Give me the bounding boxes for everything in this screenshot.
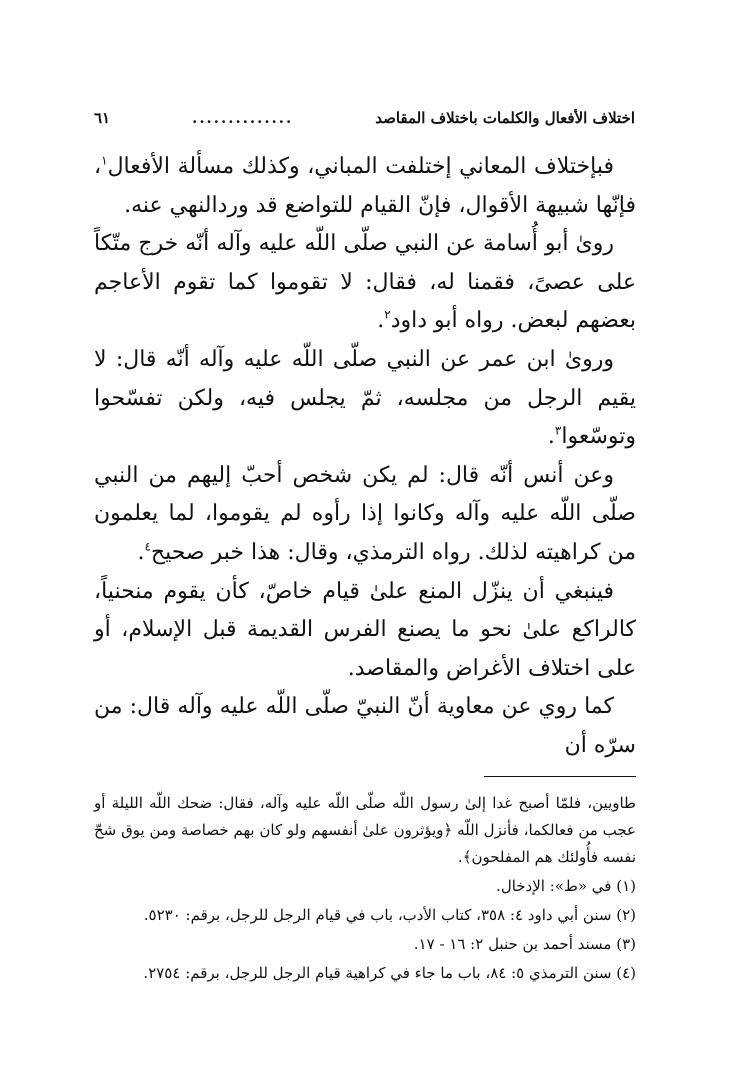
footnote-separator: [484, 776, 636, 777]
paragraph-text: روىٰ أبو أُسامة عن النبي صلّى اللّه عليه وآله أنّه خرج متّكاً على عصىً، فقمنا له، فقال: لا تقوموا كما تقوم الأعاجم بعضهم لبعض. رواه أبو داود: [94, 231, 636, 334]
footnote-3: (٣) مسند أحمد بن حنبل ٢: ١٦ - ١٧.: [413, 935, 636, 953]
paragraph-text: ورویٰ ابن عمر عن النبي صلّى اللّه عليه وآله أنّه قال: لا يقيم الرجل من مجلسه، ثمّ يجلس فيه، ولكن تفسّحوا وتوسّعوا: [94, 346, 636, 450]
header-leader-dots: ..............: [192, 109, 294, 127]
paragraph-text: فبإختلاف المعاني إختلفت المباني، وكذلك مسألة الأفعال: [107, 154, 614, 179]
footnote-continuation: طاويين، فلمّا أصبح غدا إلىٰ رسول اللّه صلّى اللّه عليه وآله، فقال: ضحك اللّه الليلة أو عجب من فعالكما، فأنزل اللّه ﴿ويؤثرون علىٰ أنفسهم ولو كان بهم خصاصة ومن يوق شحّ نفسه فأُولئك هم المفلحون﴾.: [94, 794, 636, 866]
footnote-ref-1: ١: [101, 153, 108, 168]
paragraph-4: [94, 457, 636, 573]
paragraph-1: [94, 148, 636, 225]
paragraph-3: [94, 341, 636, 457]
footnote-ref-3: ٣: [554, 423, 562, 438]
running-header: [94, 98, 635, 128]
paragraph-text: وعن أنس أنّه قال: لم يكن شخص أحبّ إليهم من النبي صلّى اللّه عليه وآله وكانوا إذا رأوه لم يقوموا، لما يعلمون من كراهيته لذلك. رواه الترمذي، وقال: هذا خبر صحيح: [94, 462, 636, 565]
paragraph-punct: .: [377, 308, 385, 334]
paragraph-text: ، فإنّها شبيهة الأقوال، فإنّ القيام للتواضع قد وردالنهي عنه.: [94, 154, 636, 218]
footnote-4: (٤) سنن الترمذي ٥: ٨٤، باب ما جاء في كراهية قيام الرجل للرجل، برقم: ٢٧٥٤.: [143, 964, 636, 982]
main-text: [94, 148, 636, 766]
footnote-1: (١) في «ط»: الإدخال.: [496, 877, 636, 895]
footnote-ref-4: ٤: [144, 539, 151, 554]
footnotes: [94, 790, 636, 987]
footnote-2: (٢) سنن أبي داود ٤: ٣٥٨، كتاب الأدب، باب في قيام الرجل للرجل، برقم: ٥٢٣٠.: [143, 906, 636, 924]
page-number: ٦١: [94, 109, 111, 127]
paragraph-6: كما روي عن معاوية أنّ النبيّ صلّى اللّه عليه وآله قال: من سرّه أن: [94, 694, 636, 758]
paragraph-5: فينبغي أن ينزّل المنع علىٰ قيام خاصّ، كأن يقوم منحنياً، كالراكع علىٰ نحو ما يصنع الفرس القديمة قبل الإسلام، أو على اختلاف الأغراض والمقاصد.: [94, 578, 636, 681]
paragraph-punct: .: [137, 539, 145, 565]
footnote-ref-2: ٢: [384, 308, 391, 323]
header-title: اختلاف الأفعال والكلمات باختلاف المقاصد: [375, 109, 635, 127]
paragraph-2: [94, 225, 636, 341]
paragraph-punct: .: [547, 424, 555, 450]
